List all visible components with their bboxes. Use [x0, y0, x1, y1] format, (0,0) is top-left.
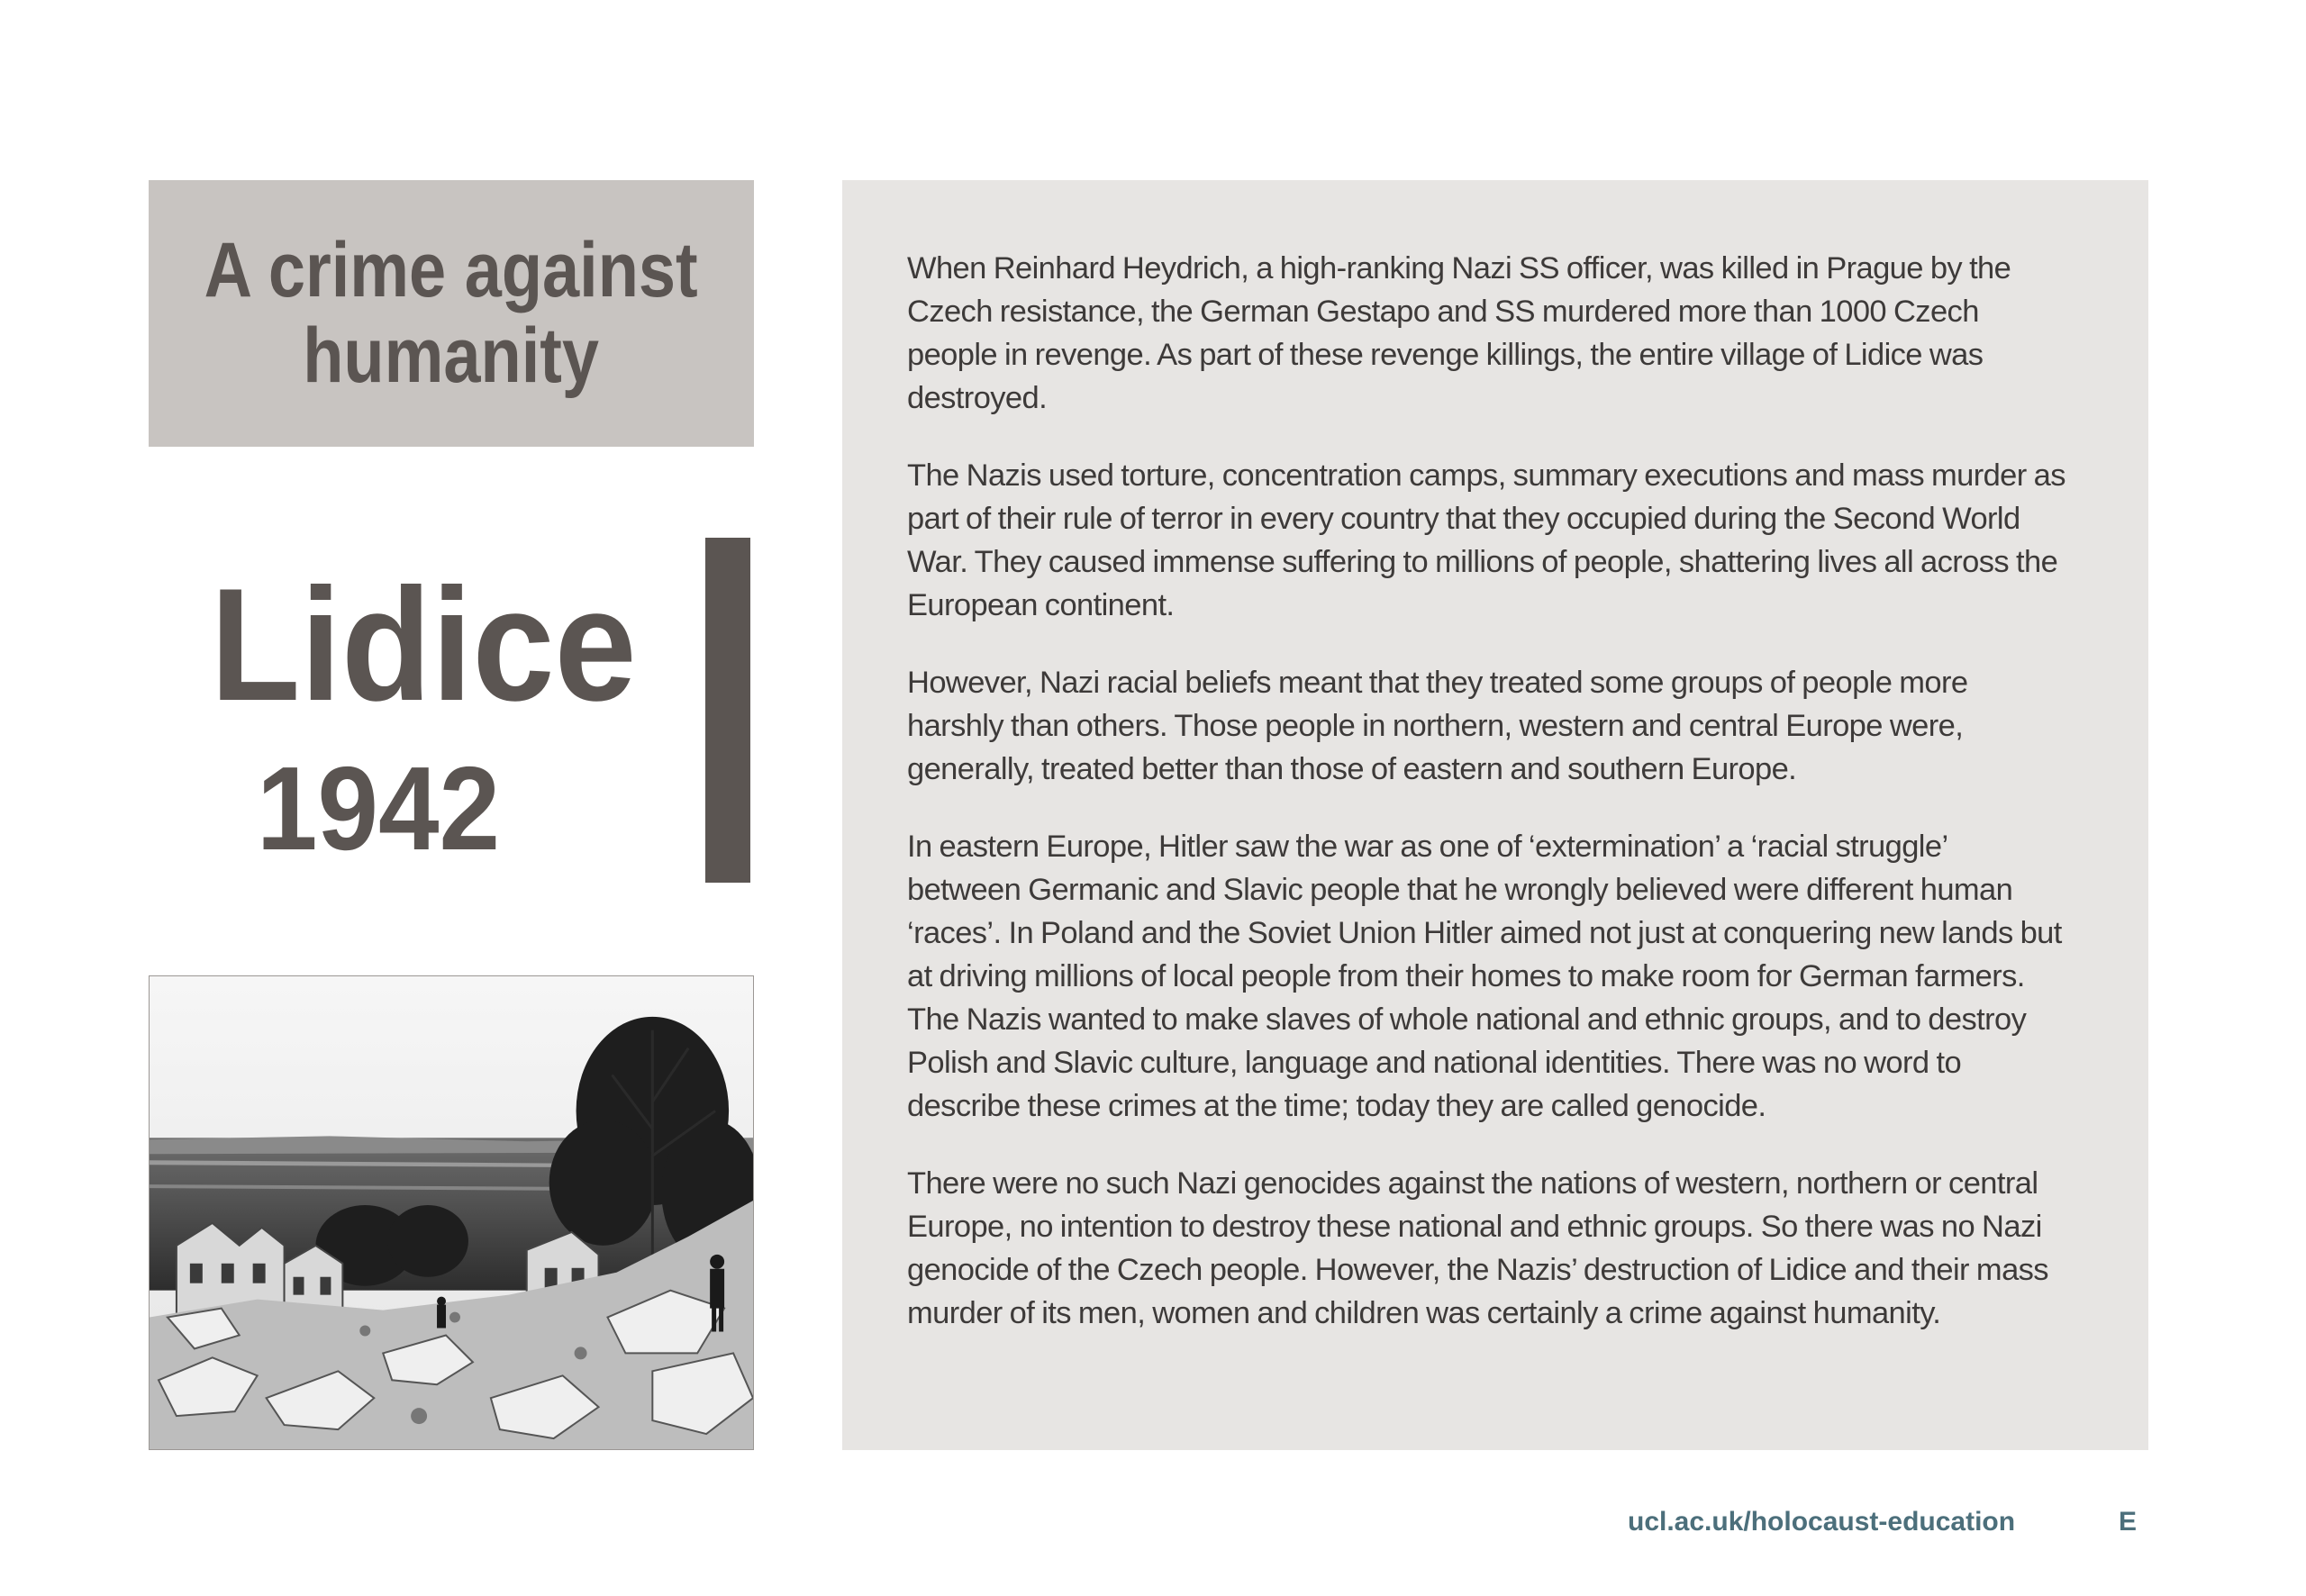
- paragraph: However, Nazi racial beliefs meant that they treated some groups of people more harshly than others. Those people in northern, western and central Europe were, generally, treated better than those of eastern and southern Europe.: [907, 666, 1968, 786]
- photo-illustration: [150, 976, 753, 1449]
- text-panel: [842, 180, 2148, 1450]
- place-heading: [149, 540, 698, 883]
- title-line-1: A crime against: [204, 227, 699, 313]
- place-year: 1942: [256, 742, 501, 875]
- title-box: [149, 180, 754, 447]
- page-letter: E: [2119, 1507, 2138, 1537]
- paragraph: When Reinhard Heydrich, a high-ranking Nazi SS officer, was killed in Prague by the Czech resistance, the German Gestapo and SS murdered more than 1000 Czech people in revenge. As part of these revenge killings, the entire village of Lidice was destroyed.: [907, 251, 2011, 415]
- place-name: Lidice: [210, 555, 637, 734]
- accent-bar: [705, 538, 750, 883]
- footer-url: ucl.ac.uk/holocaust-education: [1628, 1507, 2016, 1537]
- paragraph: In eastern Europe, Hitler saw the war as one of ‘extermination’ a ‘racial struggle’ between Germanic and Slavic people that he wrongly believed were different human ‘races’. In Poland and the Soviet Union Hitler aimed not just at conquering new lands but at driving millions of local people from their homes to make room for German farmers. The Nazis wanted to make slaves of whole national and ethnic groups, and to destroy Polish and Slavic culture, language and national identities. There was no word to describe these crimes at the time; today they are called genocide.: [907, 830, 2062, 1123]
- paragraph: The Nazis used torture, concentration camps, summary executions and mass murder as part of their rule of terror in every country that they occupied during the Second World War. They caused immense suffering to millions of people, shattering lives all across the European continent.: [907, 458, 2065, 622]
- ruined-village-photo: [149, 975, 754, 1450]
- paragraph: There were no such Nazi genocides against the nations of western, northern or central Europe, no intention to destroy these national and ethnic groups. So there was no Nazi genocide of the Czech people. However, the Nazis’ destruction of Lidice and their mass murder of its men, women and children was certainly a crime against humanity.: [907, 1166, 2048, 1330]
- page-title: [204, 228, 698, 399]
- title-line-2: humanity: [303, 313, 600, 399]
